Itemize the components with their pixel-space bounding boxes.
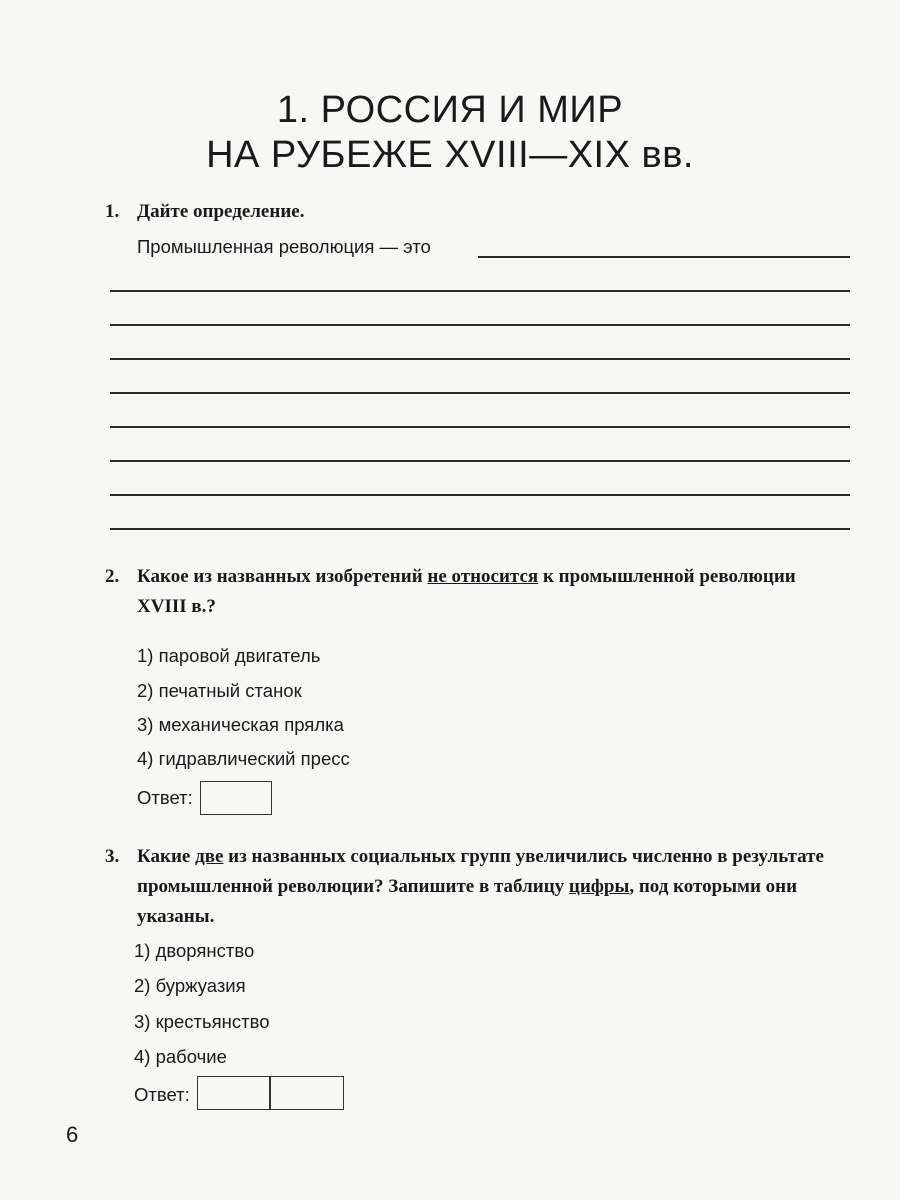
- option-2: 2) буржуазия: [134, 975, 246, 996]
- chapter-title-line2: НА РУБЕЖЕ XVIII—XIX вв.: [206, 134, 694, 176]
- option-2: 2) печатный станок: [137, 680, 302, 701]
- answer-box-2[interactable]: [269, 1076, 344, 1110]
- option-1: 1) дворянство: [134, 940, 255, 961]
- answer-line[interactable]: [110, 358, 850, 360]
- page-number: 6: [66, 1122, 79, 1147]
- prompt-text: из названных социальных групп увеличились численно в результате промышленной революции? Запишите в таблицу: [137, 846, 824, 897]
- answer-line[interactable]: [110, 460, 850, 462]
- prompt-text: , под которыми они указаны.: [137, 876, 798, 927]
- prompt-emphasis: не относится: [427, 566, 539, 587]
- prompt-text: к промышленной революции XVIII в.?: [137, 566, 796, 617]
- option-4: 4) рабочие: [134, 1046, 227, 1067]
- answer-line[interactable]: [478, 256, 850, 258]
- option-4: 4) гидравлический пресс: [137, 748, 350, 769]
- prompt-emphasis: цифры: [568, 876, 630, 897]
- answer-line[interactable]: [110, 528, 850, 530]
- question-3: [105, 842, 850, 932]
- question-number: 2.: [105, 566, 120, 587]
- option-3: 3) крестьянство: [134, 1011, 270, 1032]
- chapter-title-line1: 1. РОССИЯ И МИР: [276, 89, 624, 131]
- answer-box-1[interactable]: [197, 1076, 271, 1110]
- question-number: 1.: [105, 201, 120, 222]
- option-3: 3) механическая прялка: [137, 714, 344, 735]
- prompt-text: Какое из названных изобретений: [137, 566, 428, 587]
- answer-label: Ответ:: [134, 1084, 190, 1105]
- option-1: 1) паровой двигатель: [137, 645, 321, 666]
- answer-box[interactable]: [200, 781, 272, 815]
- answer-line[interactable]: [110, 426, 850, 428]
- answer-label: Ответ:: [137, 787, 193, 808]
- answer-line[interactable]: [110, 392, 850, 394]
- question-prompt: Дайте определение.: [137, 201, 305, 222]
- prompt-text: Какие: [137, 846, 196, 867]
- prompt-emphasis: две: [195, 846, 224, 867]
- question-1: [105, 197, 850, 227]
- question-number: 3.: [105, 846, 120, 867]
- answer-line[interactable]: [110, 324, 850, 326]
- question-2: [105, 562, 850, 622]
- answer-line[interactable]: [110, 494, 850, 496]
- question-prompt: [105, 842, 850, 932]
- question-prompt: [105, 562, 850, 622]
- definition-stem: Промышленная революция — это: [137, 236, 431, 257]
- answer-line[interactable]: [110, 290, 850, 292]
